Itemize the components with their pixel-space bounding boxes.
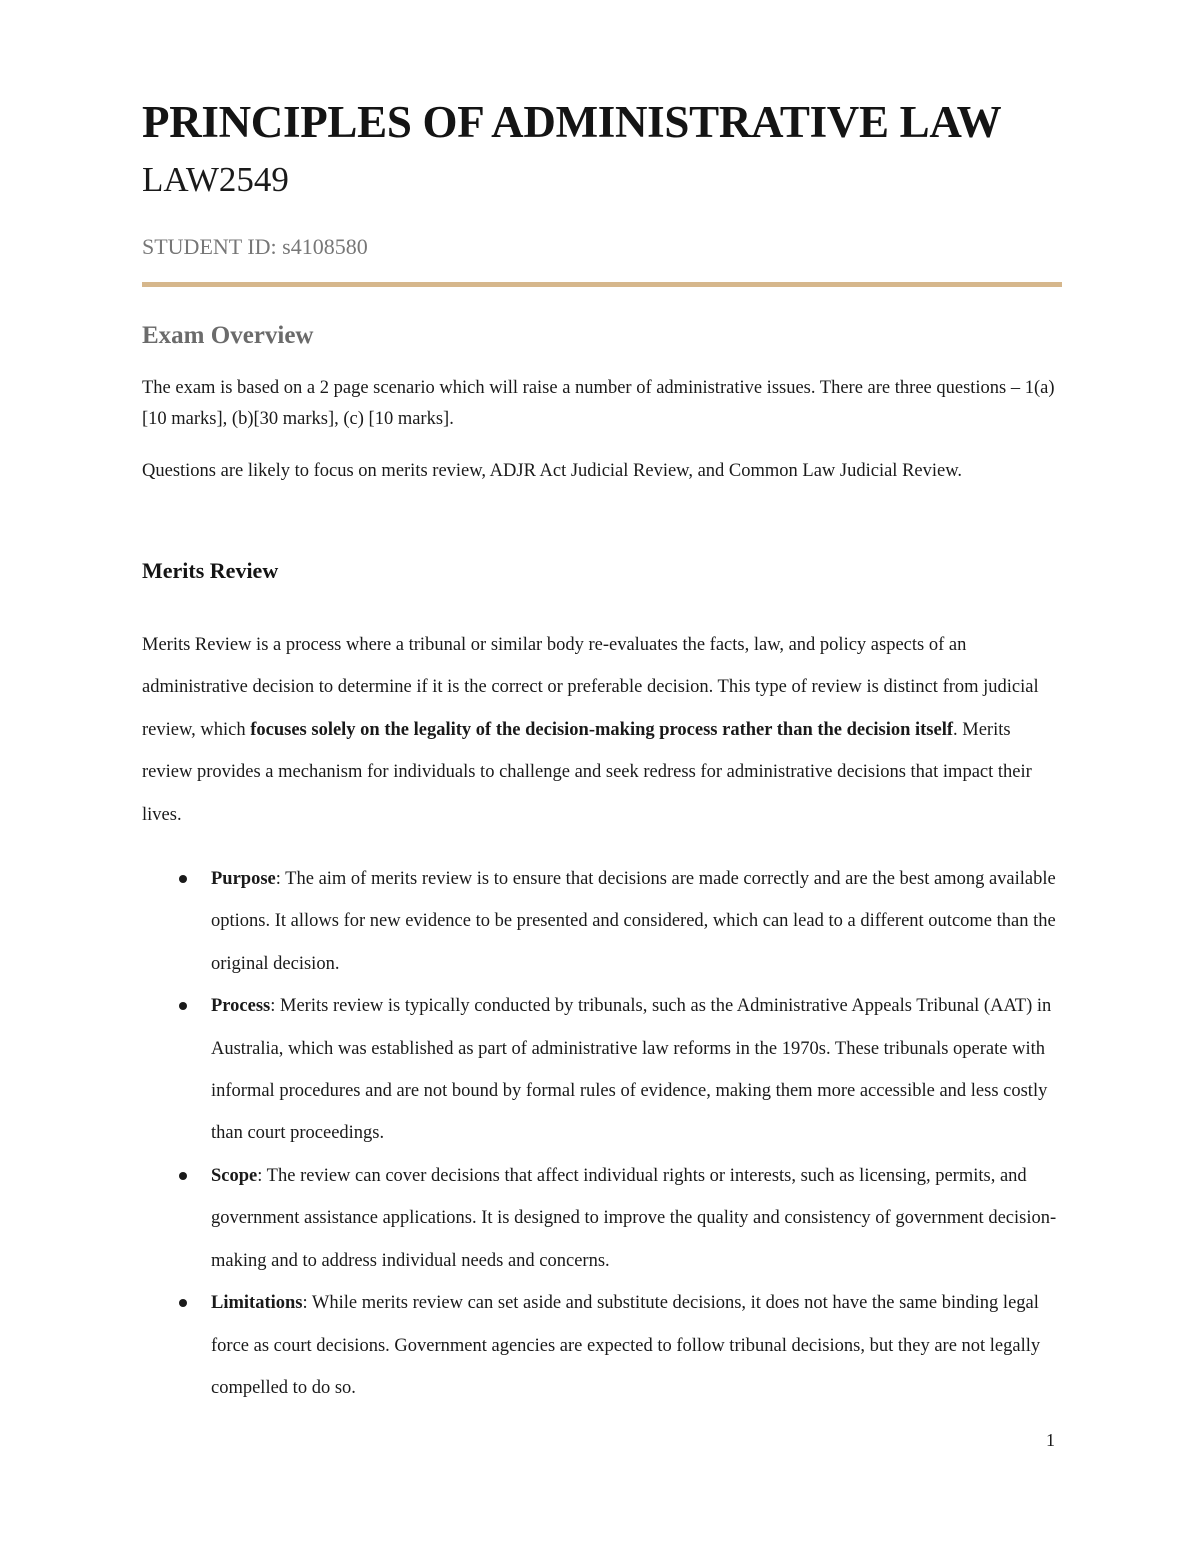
header-divider	[142, 282, 1062, 287]
bullet-term: Process	[211, 996, 271, 1017]
bullet-text: : Merits review is typically conducted by tribunals, such as the Administrative Appeals Tribunal (AAT) in Australia, which was established as part of administrative law reforms in the 1970s. These tribunals operate with informal procedures and are not bound by formal rules of evidence, making them more accessible and less costly than court proceedings.	[211, 996, 1052, 1144]
bullet-dot-icon	[179, 1002, 187, 1010]
bullet-scope	[142, 1155, 1060, 1282]
bullet-limitations	[142, 1282, 1060, 1409]
overview-paragraph-1: The exam is based on a 2 page scenario which will raise a number of administrative issues. There are three questions – 1(a) [10 marks], (b)[30 marks], (c) [10 marks].	[142, 378, 1055, 429]
page-number: 1	[1046, 1430, 1055, 1450]
document-title: PRINCIPLES OF ADMINISTRATIVE LAW	[142, 97, 1002, 147]
bullet-text: : The review can cover decisions that affect individual rights or interests, such as licensing, permits, and government assistance applications. It is designed to improve the quality and consistency of government decision-making and to address individual needs and concerns.	[211, 1165, 1057, 1271]
bullet-dot-icon	[179, 875, 187, 883]
bullet-term: Purpose	[211, 869, 276, 890]
exam-overview-heading: Exam Overview	[142, 322, 314, 349]
merits-text-part-1: Merits Review is a process where a tribunal or similar body re-evaluates the facts, law, and policy aspects of an administrative decision to determine if it is the correct or preferable decision. This type of review is distinct from judicial review, which	[142, 635, 1039, 740]
bullet-dot-icon	[179, 1172, 187, 1180]
merits-text-part-2: . Merits review provides a mechanism for individuals to challenge and seek redress for administrative decisions that impact their lives.	[142, 719, 1032, 825]
bullet-text: : The aim of merits review is to ensure that decisions are made correctly and are the best among available options. It allows for new evidence to be presented and considered, which can lead to a different outcome than the original decision.	[211, 869, 1056, 974]
document-page	[142, 92, 1060, 1409]
merits-text-bold: focuses solely on the legality of the decision-making process rather than the decision itself	[250, 719, 954, 740]
overview-paragraph-2: Questions are likely to focus on merits review, ADJR Act Judicial Review, and Common Law Judicial Review.	[142, 461, 963, 481]
course-code: LAW2549	[142, 160, 289, 199]
student-id: STUDENT ID: s4108580	[142, 234, 368, 259]
bullet-purpose	[142, 858, 1060, 985]
bullet-text: : While merits review can set aside and substitute decisions, it does not have the same binding legal force as court decisions. Government agencies are expected to follow tribunal decisions, but they are not legally compelled to do so.	[211, 1293, 1041, 1398]
merits-review-heading: Merits Review	[142, 558, 279, 583]
merits-bullet-list	[142, 858, 1060, 1409]
bullet-process	[142, 985, 1060, 1155]
bullet-term: Limitations	[211, 1293, 303, 1314]
bullet-term: Scope	[211, 1165, 258, 1186]
merits-review-paragraph	[142, 624, 1060, 836]
bullet-dot-icon	[179, 1299, 187, 1307]
